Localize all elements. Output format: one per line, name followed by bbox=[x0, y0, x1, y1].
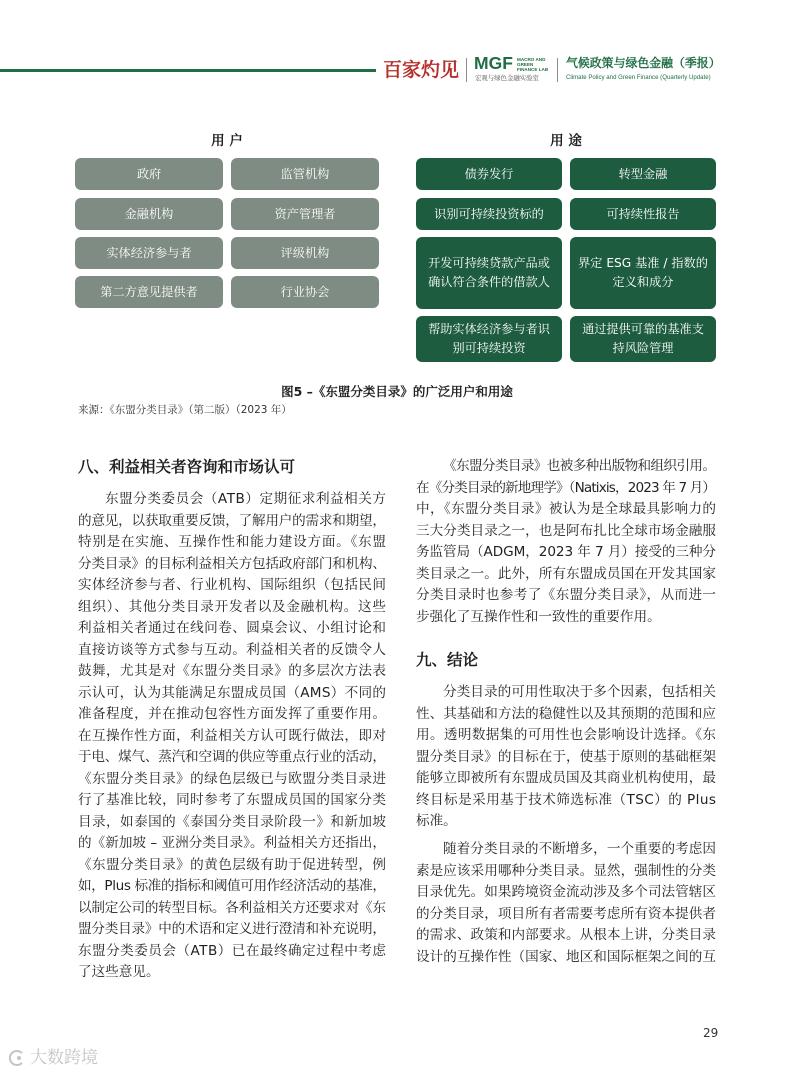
text-line: 的意见，以获取重要反馈，了解用户的需求和期望， bbox=[78, 512, 386, 529]
watermark bbox=[8, 1047, 98, 1069]
text-line: 利益相关者通过在线问卷、圆桌会议、小组讨论和 bbox=[78, 620, 387, 637]
figure-caption: 图5 –《东盟分类目录》的广泛用户和用途 bbox=[281, 384, 513, 399]
text-line: 以制定公司的转型目标。各利益相关方还要求对《东 bbox=[78, 899, 386, 916]
page-number: 29 bbox=[703, 1026, 719, 1040]
mgf-logo-subtitle-en bbox=[517, 57, 548, 72]
publication-title: 气候政策与绿色金融（季报） bbox=[566, 56, 721, 70]
users-heading: 用 户 bbox=[211, 133, 243, 149]
use-box-bond-issuance bbox=[416, 158, 562, 190]
text-line: 的需求、政策和内部要求。从根本上讲，分类目录 bbox=[416, 927, 717, 944]
text-line: 的分类目录，项目所有者需要考虑所有资本提供者 bbox=[416, 905, 717, 922]
use-box-transition-finance bbox=[570, 158, 716, 190]
use-box-identify-sustainable-investments bbox=[416, 198, 562, 230]
use-box-label: 债券发行 bbox=[464, 166, 514, 181]
text-line: 行了基准比较，同时参考了东盟成员国的国家分类 bbox=[78, 792, 387, 809]
use-box-label: 开发可持续贷款产品或 bbox=[428, 256, 550, 270]
user-box-label: 金融机构 bbox=[124, 206, 174, 221]
text-line: 能够立即被所有东盟成员国及其商业机构使用，最 bbox=[416, 770, 717, 787]
text-line: 分类目录时也参考了《东盟分类目录》，从而进一 bbox=[416, 587, 717, 604]
text-line: 如，Plus 标准的指标和阈值可用作经济活动的基准， bbox=[78, 878, 386, 895]
text-line: 性、其基础和方法的稳健性以及其预期的范围和应 bbox=[416, 705, 717, 722]
section-8-heading: 八、利益相关者咨询和市场认可 bbox=[78, 458, 296, 476]
user-box-label: 政府 bbox=[136, 166, 162, 181]
use-box-label: 持风险管理 bbox=[612, 341, 674, 355]
text-line: 用。透明数据集的可用性也会影响设计选择。《东 bbox=[416, 727, 717, 744]
user-box-label: 资产管理者 bbox=[274, 206, 336, 221]
user-box-industry-associations bbox=[231, 276, 379, 308]
text-line: 东盟分类委员会（ATB）已在最终确定过程中考虑 bbox=[78, 942, 387, 959]
user-box-regulators bbox=[231, 158, 379, 190]
text-line: 《东盟分类目录》的绿色层级已与欧盟分类目录进 bbox=[78, 770, 387, 787]
user-box-second-party-opinion-providers bbox=[75, 276, 223, 308]
use-box-sustainable-loan-products bbox=[416, 237, 562, 309]
mgf-logo-subtitle-cn: 宏观与绿色金融实验室 bbox=[475, 74, 539, 82]
text-line: 盟分类目录》的目标在于，使基于原则的基础框架 bbox=[416, 748, 717, 765]
text-line: 类目录之一。此外，所有东盟成员国在开发其国家 bbox=[416, 565, 717, 582]
header-divider bbox=[557, 58, 558, 82]
text-line: 目录，如泰国的《泰国分类目录阶段一》和新加坡 bbox=[78, 813, 387, 830]
text-line: 《东盟分类目录》也被多种出版物和组织引用。 bbox=[443, 458, 716, 475]
header-rule bbox=[0, 69, 376, 72]
use-box-label: 转型金融 bbox=[618, 166, 668, 181]
text-line: 三大分类目录之一，也是阿布扎比全球市场金融服 bbox=[416, 522, 717, 539]
watermark-text: 大数跨境 bbox=[30, 1048, 98, 1068]
use-box-esg-benchmark-definition bbox=[570, 237, 716, 309]
text-line: 设计的互操作性（国家、地区和国际框架之间的互 bbox=[416, 948, 717, 965]
use-box-label: 界定 ESG 基准 / 指数的 bbox=[578, 256, 708, 270]
user-box-label: 实体经济参与者 bbox=[106, 245, 192, 260]
section-8-paragraph-2 bbox=[416, 456, 716, 628]
use-box-label: 帮助实体经济参与者识 bbox=[428, 322, 550, 336]
logo-subtitle-line: GREEN bbox=[517, 62, 534, 67]
header-divider bbox=[466, 58, 467, 82]
user-box-label: 第二方意见提供者 bbox=[100, 284, 198, 299]
logo-subtitle-line: MACRO AND bbox=[517, 57, 546, 62]
user-box-real-economy-participants bbox=[75, 237, 223, 269]
use-box-label: 通过提供可靠的基准支 bbox=[582, 322, 704, 336]
mgf-logo: MGF bbox=[474, 53, 513, 73]
text-line: 鼓舞，尤其是对《东盟分类目录》的多层次方法表 bbox=[78, 663, 387, 680]
user-box-financial-institutions bbox=[75, 198, 223, 230]
text-line: 中，《东盟分类目录》被认为是全球最具影响力的 bbox=[416, 501, 717, 518]
use-box-label: 确认符合条件的借款人 bbox=[428, 275, 550, 289]
logo-subtitle-line: FINANCE LAB bbox=[517, 67, 549, 72]
user-box-label: 行业协会 bbox=[280, 284, 330, 299]
user-box-government bbox=[75, 158, 223, 190]
text-line: 素是应该采用哪种分类目录。显然，强制性的分类 bbox=[416, 862, 717, 879]
publication-title-en: Climate Policy and Green Finance (Quarterly Update) bbox=[566, 74, 711, 81]
uses-heading: 用 途 bbox=[550, 133, 582, 149]
text-line: 特别是在实施、互操作性和能力建设方面。《东盟 bbox=[78, 534, 387, 551]
text-line: 准备程度，并在推动包容性方面发挥了重要作用。 bbox=[78, 706, 387, 723]
user-box-rating-agencies bbox=[231, 237, 379, 269]
text-line: 示认可，认为其能满足东盟成员国（AMS）不同的 bbox=[78, 684, 387, 701]
text-line: 在互操作性方面，利益相关方认可既行做法，即对 bbox=[78, 727, 387, 744]
text-line: 务监管局（ADGM，2023 年 7 月）接受的三种分 bbox=[416, 544, 716, 561]
text-line: 东盟分类委员会（ATB）定期征求利益相关方 bbox=[105, 491, 387, 508]
figure-source: 来源：《东盟分类目录》（第二版）（2023 年） bbox=[78, 404, 292, 416]
text-line: 的《新加坡 – 亚洲分类目录》。利益相关方还指出， bbox=[78, 835, 387, 852]
use-box-label: 定义和成分 bbox=[612, 275, 674, 289]
use-box-label: 可持续性报告 bbox=[606, 206, 680, 221]
use-box-label: 识别可持续投资标的 bbox=[434, 206, 544, 221]
use-box-risk-management bbox=[570, 316, 716, 362]
user-box-asset-managers bbox=[231, 198, 379, 230]
text-line: 目录优先。如果跨境资金流动涉及多个司法管辖区 bbox=[416, 884, 717, 901]
text-line: 标准。 bbox=[416, 813, 457, 830]
watermark-logo-icon bbox=[8, 1049, 26, 1067]
use-box-sustainability-reporting bbox=[570, 198, 716, 230]
text-line: 组织）、其他分类目录开发者以及金融机构。这些 bbox=[78, 598, 387, 615]
user-box-label: 评级机构 bbox=[280, 245, 330, 260]
text-line: 于电、煤气、蒸汽和空调的供应等重点行业的活动， bbox=[78, 749, 386, 766]
text-line: 直接访谈等方式参与互动。利益相关者的反馈令人 bbox=[78, 641, 387, 658]
text-line: 盟分类目录》中的术语和定义进行澄清和补充说明， bbox=[78, 921, 386, 938]
text-line: 分类目录》的目标利益相关方包括政府部门和机构、 bbox=[78, 555, 386, 572]
use-box-label: 别可持续投资 bbox=[452, 341, 526, 355]
text-line: 实体经济参与者、行业机构、国际组织（包括民间 bbox=[78, 577, 387, 594]
text-line: 随着分类目录的不断增多，一个重要的考虑因 bbox=[443, 841, 717, 858]
text-line: 终目标是采用基于技术筛选标准（TSC）的 Plus bbox=[416, 791, 717, 808]
text-line: 分类目录的可用性取决于多个因素，包括相关 bbox=[443, 684, 717, 701]
text-line: 了这些意见。 bbox=[78, 964, 160, 981]
use-box-help-identify-investments bbox=[416, 316, 562, 362]
text-line: 《东盟分类目录》的黄色层级有助于促进转型，例 bbox=[78, 856, 387, 873]
text-line: 在《分类目录的新地理学》（Natixis，2023 年 7 月） bbox=[416, 479, 716, 496]
section-9-paragraph-1 bbox=[416, 682, 716, 833]
user-box-label: 监管机构 bbox=[280, 166, 330, 181]
section-9-heading: 九、结论 bbox=[416, 651, 479, 669]
section-9-paragraph-2 bbox=[416, 839, 716, 968]
column-name: 百家灼见 bbox=[383, 59, 460, 81]
text-line: 步强化了互操作性和一致性的重要作用。 bbox=[416, 608, 661, 625]
section-8-paragraph-1 bbox=[78, 489, 386, 984]
